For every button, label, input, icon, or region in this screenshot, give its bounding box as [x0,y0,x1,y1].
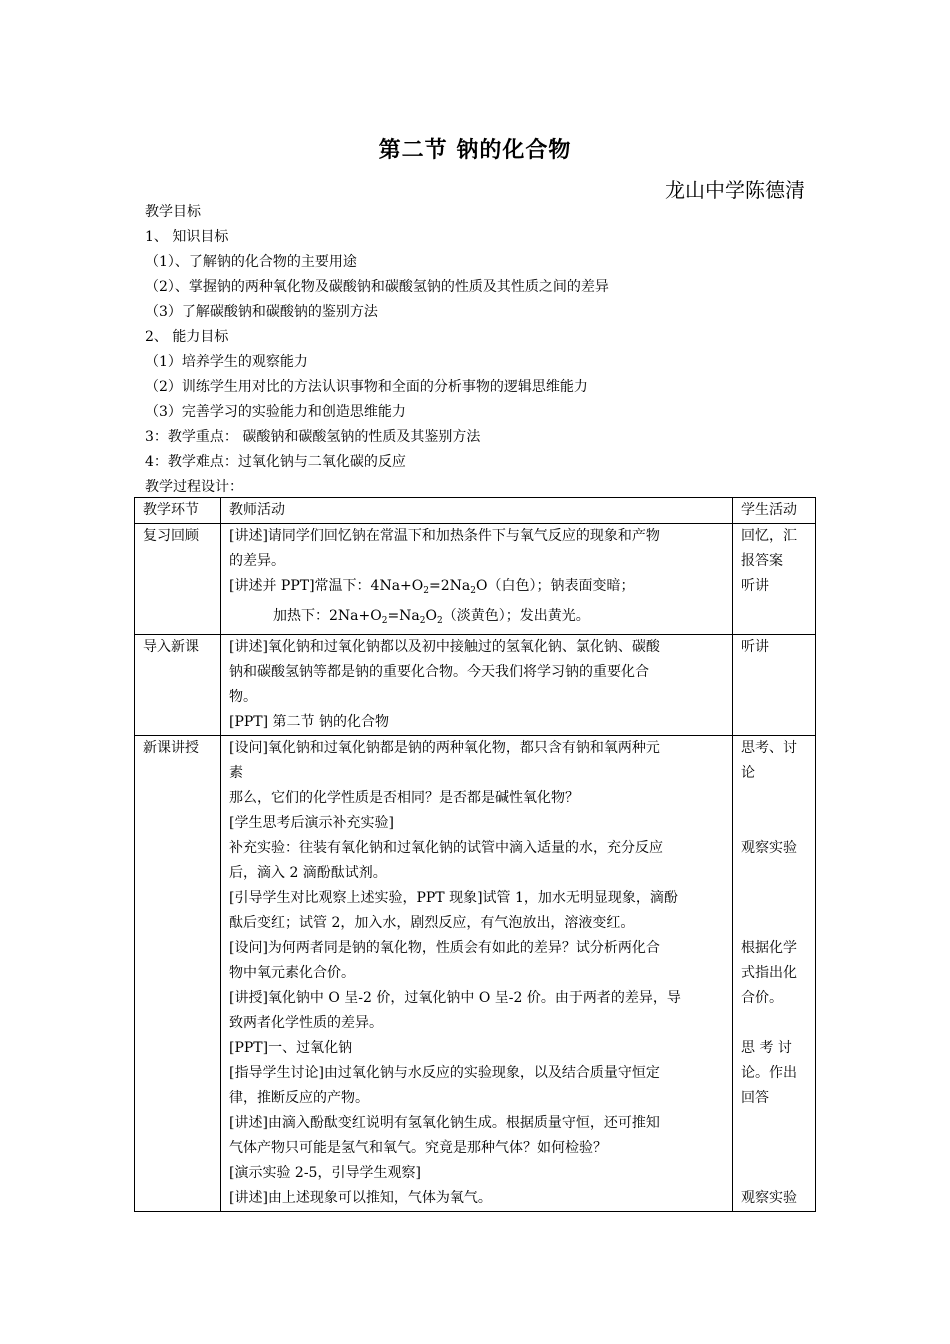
ability-item: （1）培养学生的观察能力 [145,354,308,370]
teacher-line: 物。 [229,689,257,705]
student-line: 回忆，汇 [741,528,797,544]
teacher-line: [讲述]由滴入酚酞变红说明有氢氧化钠生成。根据质量守恒，还可推知 [229,1115,660,1131]
teacher-line: [设问]为何两者同是钠的氧化物，性质会有如此的差异？试分析两化合 [229,940,660,956]
difficulty: 4：教学难点：过氧化钠与二氧化碳的反应 [145,454,406,470]
student-line: 回答 [741,1090,769,1106]
teacher-line: 的差异。 [229,553,285,569]
student-line: 报答案 [741,553,783,569]
header-cell: 教师活动 [221,498,733,524]
teacher-line: [指导学生讨论]由过氧化钠与水反应的实验现象，以及结合质量守恒定 [229,1065,660,1081]
teacher-line: [引导学生对比观察上述实验，PPT 现象]试管 1，加水无明显现象，滴酚 [229,890,678,906]
knowledge-item: （2）、掌握钠的两种氧化物及碳酸钠和碳酸氢钠的性质及其性质之间的差异 [145,279,609,295]
teacher-line-equation: [讲述并 PPT]常温下：$4Na+O_2=2Na_2O$（白色）；钠表面变暗； [229,578,635,596]
teacher-line: 补充实验：往装有氧化钠和过氧化钠的试管中滴入适量的水，充分反应 [229,840,663,856]
student-line: 听讲 [741,578,769,594]
student-line: 思考、讨 [741,740,797,756]
teacher-line: 钠和碳酸氢钠等都是钠的重要化合物。今天我们将学习钠的重要化合 [229,664,649,680]
page-title: 第二节 钠的化合物 [378,137,572,163]
ability-item: （2）训练学生用对比的方法认识事物和全面的分析事物的逻辑思维能力 [145,379,588,395]
table-row [135,635,816,736]
stage-cell: 复习回顾 [135,524,221,635]
table-row [135,736,816,1212]
student-cell [733,524,816,635]
teacher-line: [演示实验 2-5，引导学生观察] [229,1165,421,1181]
teacher-line: 物中氧元素化合价。 [229,965,355,981]
table-row [135,524,816,635]
ability-item: （3）完善学习的实验能力和创造思维能力 [145,404,406,420]
student-line: 听讲 [741,639,769,655]
table-header-row [135,498,816,524]
teacher-cell [221,524,733,635]
teacher-line: 气体产物只可能是氢气和氧气。究竟是那种气体？如何检验？ [229,1140,607,1156]
student-line: 论 [741,765,755,781]
teacher-line: [PPT] 第二节 钠的化合物 [229,714,390,730]
student-line: 观察实验 [741,840,797,856]
student-line: 思 考 讨 [741,1040,792,1056]
teacher-line: 素 [229,765,243,781]
ability-heading: 2、 能力目标 [145,329,229,345]
student-line: 论。作出 [741,1065,797,1081]
teacher-line: 后，滴入 2 滴酚酞试剂。 [229,865,387,881]
objectives-section [145,200,815,500]
teacher-line: [设问]氧化钠和过氧化钠都是钠的两种氧化物，都只含有钠和氧两种元 [229,740,660,756]
teacher-line: [讲述]氧化钠和过氧化钠都以及初中接触过的氢氧化钠、氯化钠、碳酸 [229,639,660,655]
student-line: 式指出化 [741,965,797,981]
student-cell [733,736,816,1212]
stage-cell: 新课讲授 [135,736,221,1212]
teacher-line: [讲授]氧化钠中 O 呈-2 价，过氧化钠中 O 呈-2 价。由于两者的差异，导 [229,990,681,1006]
header-cell: 教学环节 [135,498,221,524]
objectives-heading: 教学目标 [145,204,201,220]
teacher-line: [讲述]由上述现象可以推知，气体为氧气。 [229,1190,492,1206]
header-cell: 学生活动 [733,498,816,524]
teacher-line-equation: 加热下：$2Na+O_2=Na_2O_2$（淡黄色）；发出黄光。 [273,608,590,626]
teacher-cell [221,736,733,1212]
teacher-line: [讲述]请同学们回忆钠在常温下和加热条件下与氧气反应的现象和产物 [229,528,660,544]
teacher-line: 那么，它们的化学性质是否相同？是否都是碱性氧化物？ [229,790,579,806]
teacher-line: 酞后变红；试管 2，加入水，剧烈反应，有气泡放出，溶液变红。 [229,915,635,931]
student-line: 合价。 [741,990,783,1006]
author: 龙山中学陈德清 [665,178,805,202]
teacher-cell [221,635,733,736]
process-heading: 教学过程设计： [145,479,243,495]
teacher-line: 律，推断反应的产物。 [229,1090,369,1106]
student-line: 根据化学 [741,940,797,956]
knowledge-item: （3）了解碳酸钠和碳酸钠的鉴别方法 [145,304,378,320]
student-line: 观察实验 [741,1190,797,1206]
student-cell [733,635,816,736]
knowledge-item: （1）、了解钠的化合物的主要用途 [145,254,357,270]
teacher-line: 致两者化学性质的差异。 [229,1015,383,1031]
knowledge-heading: 1、 知识目标 [145,229,229,245]
key-point: 3：教学重点： 碳酸钠和碳酸氢钠的性质及其鉴别方法 [145,429,481,445]
stage-cell: 导入新课 [135,635,221,736]
teacher-line: [学生思考后演示补充实验] [229,815,394,831]
teacher-line: [PPT]一、过氧化钠 [229,1040,353,1056]
lesson-plan-table [134,497,816,1212]
